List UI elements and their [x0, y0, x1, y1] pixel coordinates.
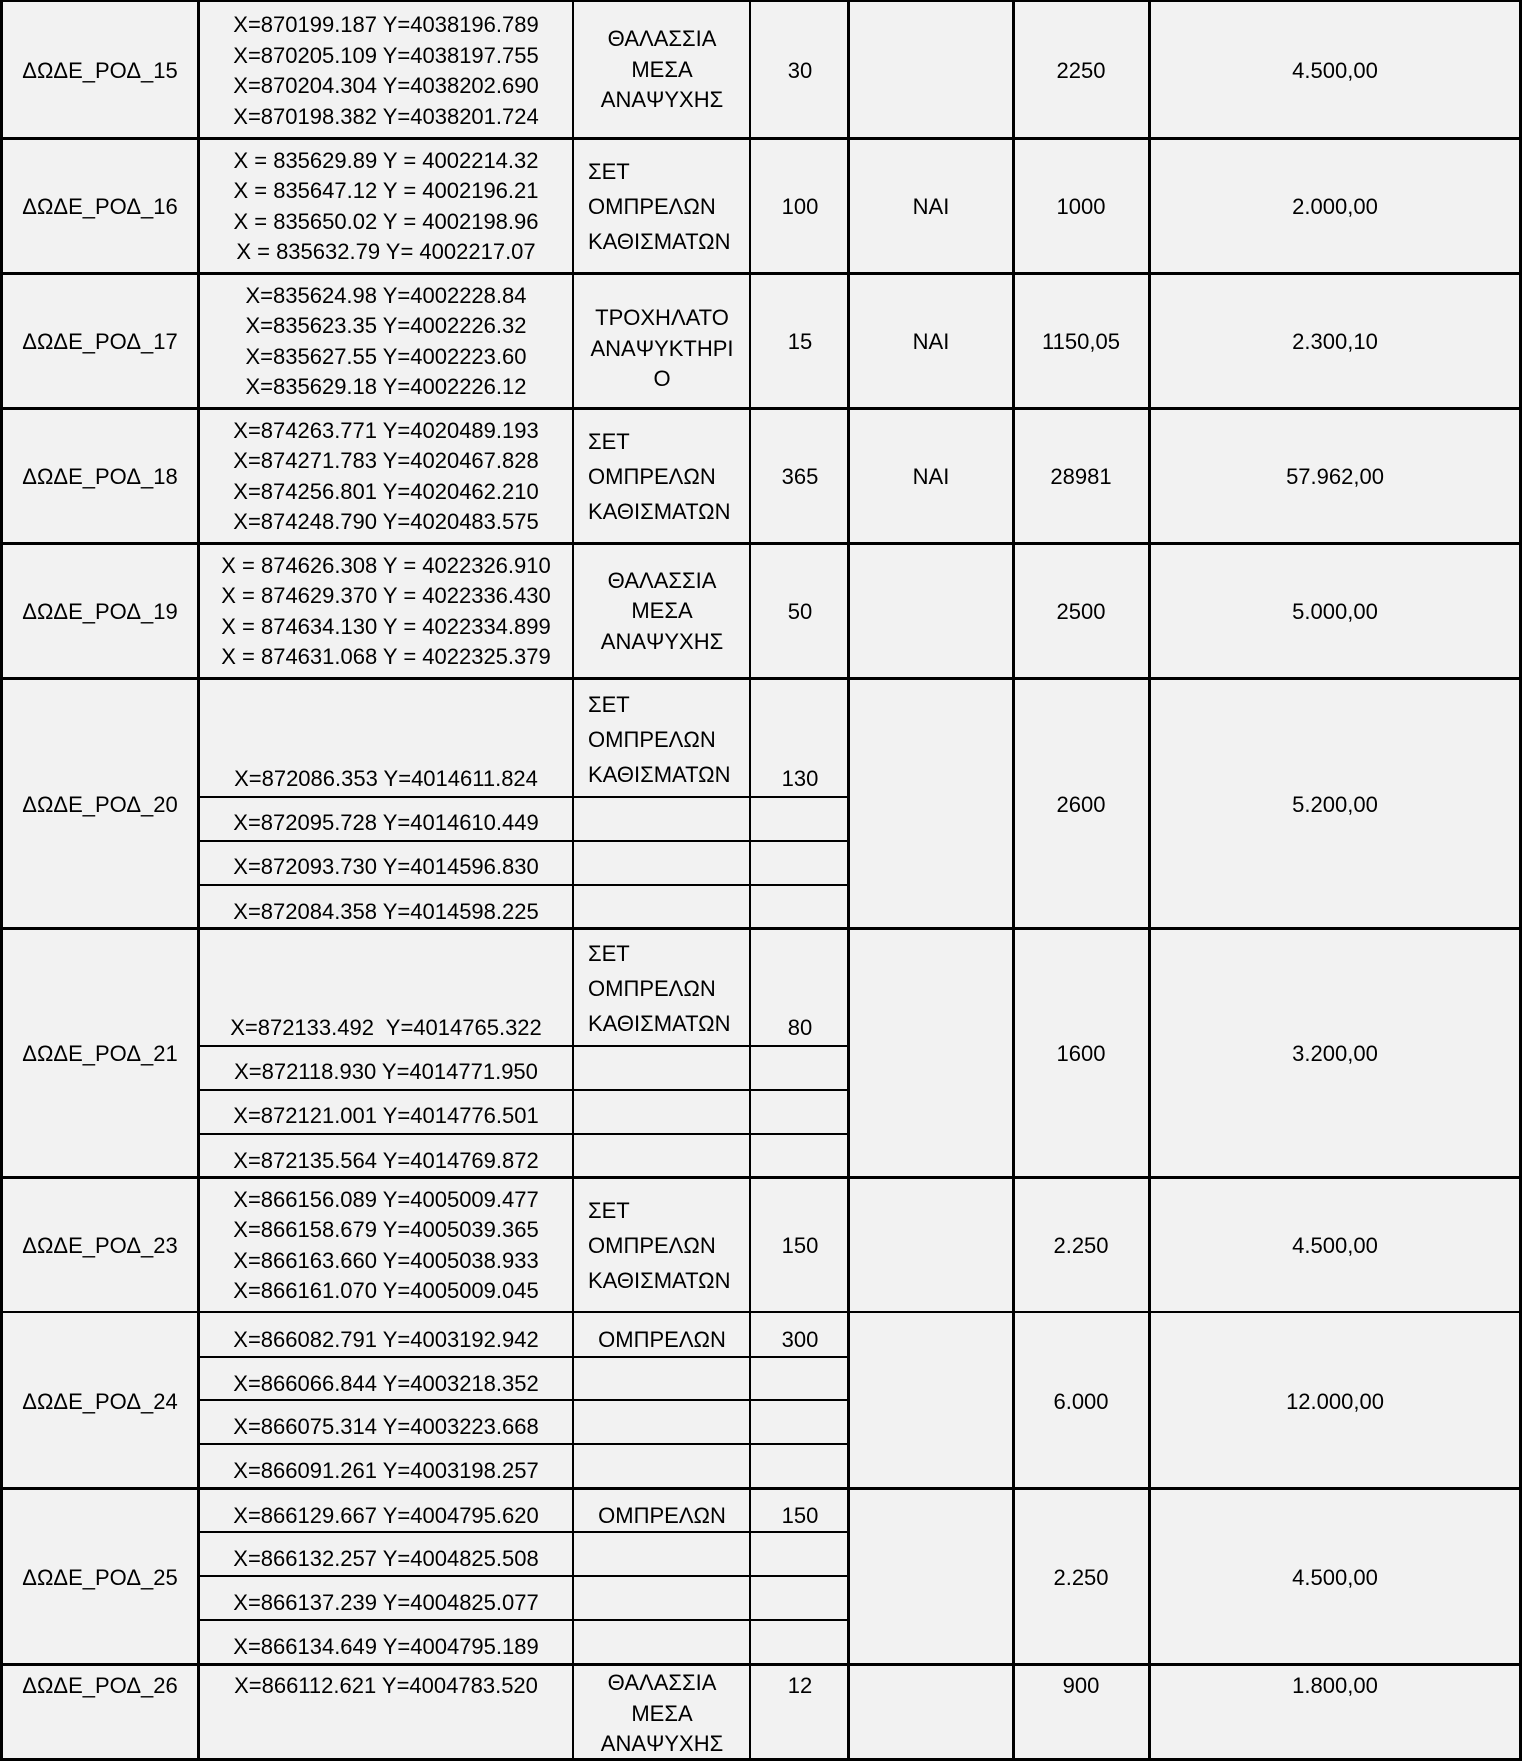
use-type: ΣΕΤ ΟΜΠΡΕΛΩΝ ΚΑΘΙΣΜΑΤΩΝ — [588, 1198, 731, 1293]
use-type: ΣΕΤ ΟΜΠΡΕΛΩΝ ΚΑΘΙΣΜΑΤΩΝ — [588, 691, 731, 787]
flag: ΝΑΙ — [912, 329, 950, 354]
coordinate: X=872133.492 Y=4014765.322 — [230, 1015, 542, 1040]
grid-line — [200, 1575, 849, 1577]
amount: 3.200,00 — [1292, 1041, 1378, 1066]
use-type: ΟΜΠΡΕΛΩΝ — [598, 1502, 726, 1528]
amount: 2.000,00 — [1292, 194, 1378, 219]
coordinate: X=866091.261 Y=4003198.257 — [233, 1458, 539, 1483]
flag — [850, 1490, 1012, 1664]
grid-line — [200, 1045, 849, 1047]
coordinates: X=874263.771 Y=4020489.193 X=874271.783 Y=4020467.828 X=874256.801 Y=4020462.210 X=874248.790 Y=4020483.575 — [233, 417, 539, 534]
amount: 57.962,00 — [1286, 464, 1384, 489]
grid-line — [200, 1531, 849, 1533]
grid-line — [200, 1133, 849, 1135]
quantity: 30 — [787, 57, 813, 83]
coordinate: X=872095.728 Y=4014610.449 — [233, 810, 539, 835]
grid-line — [200, 796, 849, 798]
grid-line — [200, 1619, 849, 1621]
grid-line — [0, 272, 1522, 275]
grid-line — [200, 1089, 849, 1091]
grid-line — [0, 137, 1522, 140]
quantity: 130 — [781, 766, 819, 791]
grid-line — [1519, 0, 1522, 1761]
grid-line — [200, 1399, 849, 1401]
area-sqm: 1600 — [1056, 1041, 1106, 1066]
grid-line — [749, 0, 751, 1761]
flag — [850, 930, 1012, 1177]
quantity: 300 — [781, 1326, 819, 1352]
quantity: 80 — [787, 1015, 813, 1040]
coordinate: X=866066.844 Y=4003218.352 — [233, 1370, 539, 1396]
amount: 2.300,10 — [1292, 329, 1378, 354]
amount: 4.500,00 — [1292, 1564, 1378, 1590]
quantity: 150 — [781, 1233, 819, 1258]
area-code: ΔΩΔΕ_ΡΟΔ_24 — [22, 1388, 178, 1414]
coordinates: X = 874626.308 Y = 4022326.910 X = 874629.370 Y = 4022336.430 X = 874634.130 Y = 4022334.899 X = 874631.068 Y = 4022325.379 — [221, 552, 551, 669]
area-sqm: 28981 — [1050, 464, 1112, 489]
quantity: 15 — [787, 329, 813, 354]
amount: 4.500,00 — [1292, 1233, 1378, 1258]
grid-line — [0, 542, 1522, 545]
area-sqm: 1150,05 — [1042, 329, 1120, 354]
amount: 5.000,00 — [1292, 599, 1378, 624]
grid-line — [0, 0, 3, 1761]
area-sqm: 2250 — [1056, 57, 1106, 83]
grid-line — [0, 0, 1522, 2]
area-code: ΔΩΔΕ_ΡΟΔ_18 — [22, 464, 178, 489]
grid-line — [0, 407, 1522, 410]
coordinate: X=872118.930 Y=4014771.950 — [234, 1059, 538, 1084]
coordinate: X=872086.353 Y=4014611.824 — [234, 766, 538, 791]
area-code: ΔΩΔΕ_ΡΟΔ_25 — [22, 1564, 178, 1590]
grid-line — [1012, 0, 1015, 1761]
flag — [850, 1666, 1012, 1761]
coordinate: X=866132.257 Y=4004825.508 — [233, 1546, 539, 1571]
area-sqm: 2500 — [1056, 599, 1106, 624]
flag — [850, 545, 1012, 678]
flag — [850, 1314, 1012, 1488]
coordinate: X=866129.667 Y=4004795.620 — [233, 1502, 539, 1528]
coordinate: X=866075.314 Y=4003223.668 — [233, 1414, 539, 1439]
grid-line — [197, 0, 200, 1761]
coordinates: X=835624.98 Y=4002228.84 X=835623.35 Y=4002226.32 X=835627.55 Y=4002223.60 X=835629.18 Y=4002226.12 — [245, 282, 527, 399]
coordinate: X=866112.621 Y=4004783.520 — [234, 1673, 538, 1698]
use-type: ΘΑΛΑΣΣΙΑ ΜΕΣΑ ΑΝΑΨΥΧΗΣ — [600, 1670, 724, 1756]
quantity: 150 — [781, 1502, 819, 1528]
use-type: ΣΕΤ ΟΜΠΡΕΛΩΝ ΚΑΘΙΣΜΑΤΩΝ — [588, 429, 731, 524]
grid-line — [0, 927, 1522, 930]
area-sqm: 900 — [1062, 1673, 1100, 1698]
grid-line — [0, 1663, 1522, 1666]
quantity: 50 — [787, 599, 813, 624]
area-sqm: 6.000 — [1053, 1388, 1109, 1414]
use-type: ΟΜΠΡΕΛΩΝ — [598, 1326, 726, 1352]
grid-line — [0, 1487, 1522, 1490]
coordinate: X=872093.730 Y=4014596.830 — [233, 854, 539, 879]
area-sqm: 2.250 — [1053, 1233, 1109, 1258]
use-type: ΣΕΤ ΟΜΠΡΕΛΩΝ ΚΑΘΙΣΜΑΤΩΝ — [588, 159, 731, 254]
use-type: ΣΕΤ ΟΜΠΡΕΛΩΝ ΚΑΘΙΣΜΑΤΩΝ — [588, 941, 731, 1036]
coordinate: X=872121.001 Y=4014776.501 — [233, 1103, 539, 1128]
grid-line — [847, 0, 850, 1761]
amount: 5.200,00 — [1292, 791, 1378, 817]
flag: ΝΑΙ — [912, 194, 950, 219]
coordinates: X=866156.089 Y=4005009.477 X=866158.679 Y=4005039.365 X=866163.660 Y=4005038.933 X=866161.070 Y=4005009.045 — [233, 1186, 539, 1303]
coordinate: X=866082.791 Y=4003192.942 — [233, 1326, 539, 1352]
grid-line — [0, 677, 1522, 680]
amount: 4.500,00 — [1292, 57, 1378, 83]
grid-line — [1148, 0, 1151, 1761]
area-code: ΔΩΔΕ_ΡΟΔ_17 — [22, 329, 178, 354]
area-code: ΔΩΔΕ_ΡΟΔ_16 — [22, 194, 178, 219]
coordinate: X=866134.649 Y=4004795.189 — [233, 1634, 539, 1659]
area-code: ΔΩΔΕ_ΡΟΔ_20 — [22, 791, 178, 817]
coordinate: X=872135.564 Y=4014769.872 — [233, 1147, 539, 1173]
coordinate: X=872084.358 Y=4014598.225 — [233, 898, 539, 924]
area-code: ΔΩΔΕ_ΡΟΔ_19 — [22, 599, 178, 624]
area-sqm: 1000 — [1056, 194, 1106, 219]
grid-line — [200, 840, 849, 842]
area-sqm: 2600 — [1056, 791, 1106, 817]
flag — [850, 1179, 1012, 1312]
grid-line — [200, 884, 849, 886]
use-type: ΤΡΟΧΗΛΑΤΟ ΑΝΑΨΥΚΤΗΡΙ Ο — [590, 305, 734, 392]
coordinates: X=870199.187 Y=4038196.789 X=870205.109 Y=4038197.755 X=870204.304 Y=4038202.690 X=870198.382 Y=4038201.724 — [233, 12, 539, 129]
amount: 1.800,00 — [1292, 1673, 1378, 1698]
flag — [850, 680, 1012, 928]
area-code: ΔΩΔΕ_ΡΟΔ_15 — [22, 57, 178, 83]
use-type: ΘΑΛΑΣΣΙΑ ΜΕΣΑ ΑΝΑΨΥΧΗΣ — [600, 567, 724, 654]
quantity: 365 — [781, 464, 819, 489]
grid-line — [0, 1311, 1522, 1313]
area-sqm: 2.250 — [1053, 1564, 1109, 1590]
quantity: 12 — [787, 1673, 813, 1698]
coordinates: X = 835629.89 Y = 4002214.32 X = 835647.12 Y = 4002196.21 X = 835650.02 Y = 4002198.96 X = 835632.79 Y= 4002217.07 — [233, 147, 539, 264]
area-code: ΔΩΔΕ_ΡΟΔ_23 — [22, 1233, 178, 1258]
area-code: ΔΩΔΕ_ΡΟΔ_26 — [22, 1673, 178, 1698]
quantity: 100 — [781, 194, 819, 219]
grid-line — [200, 1443, 849, 1445]
grid-line — [200, 1356, 849, 1358]
area-code: ΔΩΔΕ_ΡΟΔ_21 — [22, 1041, 178, 1066]
amount: 12.000,00 — [1286, 1388, 1384, 1414]
grid-line — [572, 0, 574, 1761]
grid-line — [0, 1176, 1522, 1179]
coordinate: X=866137.239 Y=4004825.077 — [233, 1590, 539, 1615]
use-type: ΘΑΛΑΣΣΙΑ ΜΕΣΑ ΑΝΑΨΥΧΗΣ — [600, 26, 724, 113]
flag: ΝΑΙ — [912, 464, 950, 489]
flag — [850, 2, 1012, 138]
